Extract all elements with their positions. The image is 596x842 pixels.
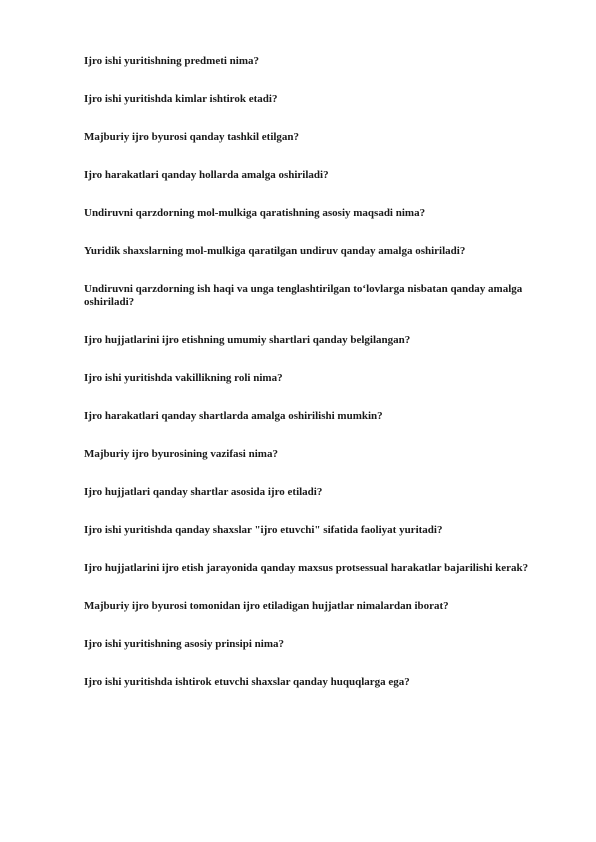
question-item: Ijro ishi yuritishda vakillikning roli nima? <box>84 372 283 384</box>
question-item: Majburiy ijro byurosi tomonidan ijro etiladigan hujjatlar nimalardan iborat? <box>84 600 449 612</box>
question-item: Ijro ishi yuritishda kimlar ishtirok etadi? <box>84 93 278 105</box>
question-item: Majburiy ijro byurosi qanday tashkil etilgan? <box>84 131 300 143</box>
question-item: Majburiy ijro byurosining vazifasi nima? <box>84 448 278 460</box>
question-item: Ijro ishi yuritishda ishtirok etuvchi shaxslar qanday huquqlarga ega? <box>84 676 410 688</box>
question-item: Ijro ishi yuritishning predmeti nima? <box>84 55 260 67</box>
question-item: Ijro hujjatlarini ijro etish jarayonida qanday maxsus protsessual harakatlar bajarilishi kerak? <box>84 562 529 574</box>
question-item: Undiruvni qarzdorning mol-mulkiga qaratishning asosiy maqsadi nima? <box>84 207 426 219</box>
question-item: Ijro ishi yuritishning asosiy prinsipi nima? <box>84 638 284 650</box>
question-item: Yuridik shaxslarning mol-mulkiga qaratilgan undiruv qanday amalga oshiriladi? <box>84 245 466 257</box>
question-list <box>84 55 534 714</box>
question-item: Undiruvni qarzdorning ish haqi va unga tenglashtirilgan to‘lovlarga nisbatan qanday amalga oshiriladi? <box>84 283 523 308</box>
question-item: Ijro ishi yuritishda qanday shaxslar "ijro etuvchi" sifatida faoliyat yuritadi? <box>84 524 443 536</box>
question-item: Ijro harakatlari qanday shartlarda amalga oshirilishi mumkin? <box>84 410 383 422</box>
question-item: Ijro hujjatlari qanday shartlar asosida ijro etiladi? <box>84 486 323 498</box>
question-item: Ijro hujjatlarini ijro etishning umumiy shartlari qanday belgilangan? <box>84 334 411 346</box>
question-item: Ijro harakatlari qanday hollarda amalga oshiriladi? <box>84 169 329 181</box>
